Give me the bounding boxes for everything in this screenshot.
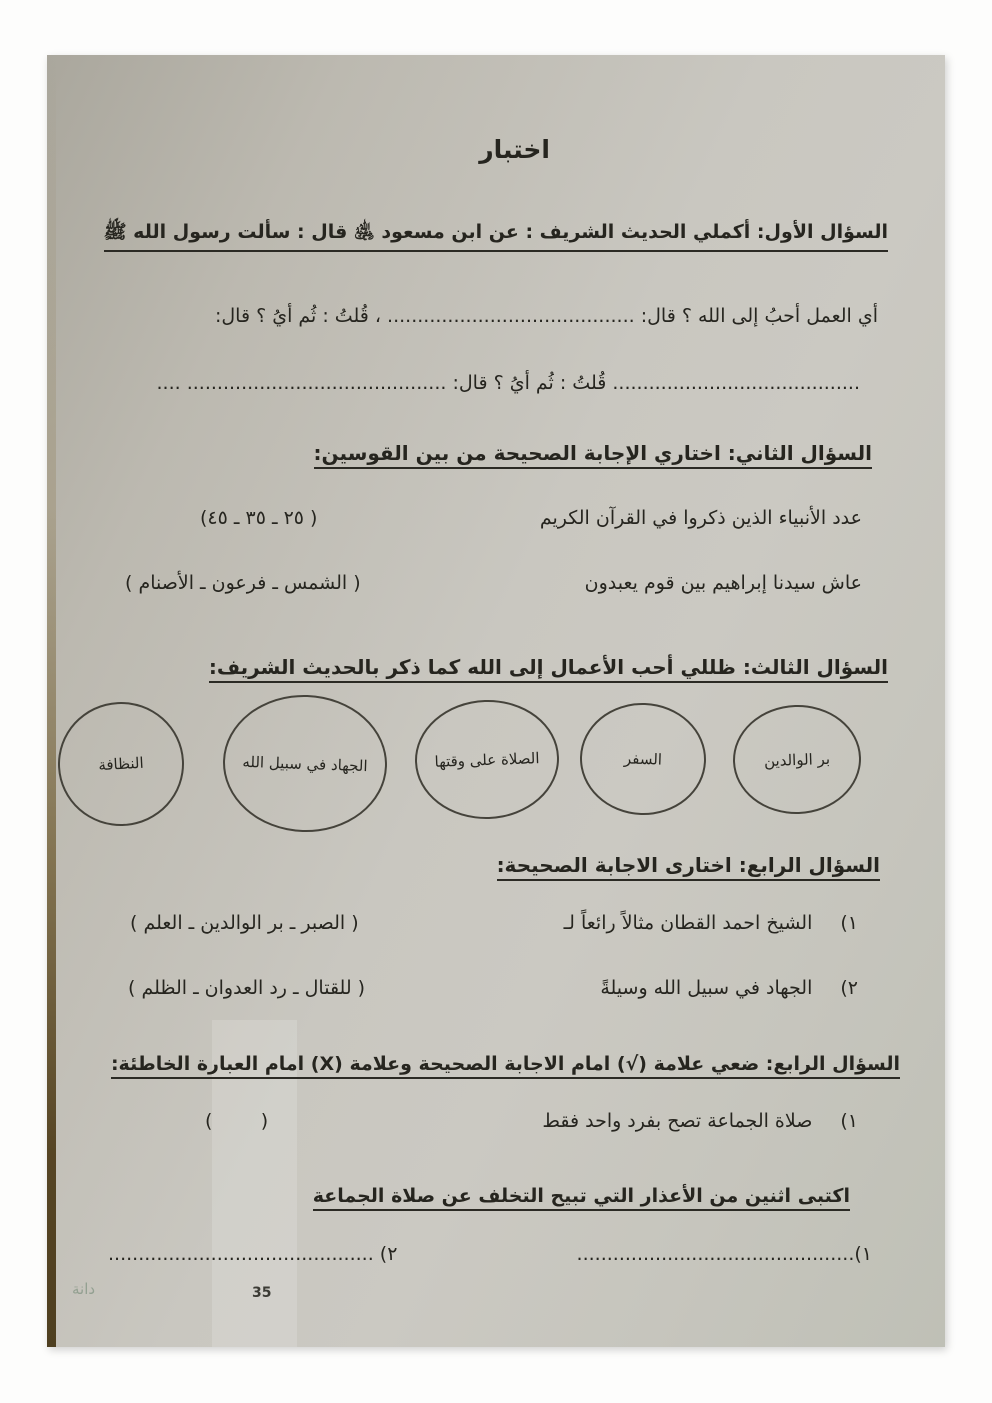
q4-item-1 <box>564 912 858 934</box>
q3-option-label: بر الوالدين <box>763 749 831 770</box>
q3-header: السؤال الثالث: ظللي أحب الأعمال إلى الله كما ذكر بالحديث الشريف: <box>209 655 888 683</box>
paper-edge-shadow <box>47 55 56 1347</box>
q1-header: السؤال الأول: أكملي الحديث الشريف : عن ابن مسعود ﵁ قال : سألت رسول الله ﷺ <box>104 220 888 252</box>
q3-option-circle-parents <box>731 703 863 816</box>
q1-fill-line-1: أي العمل أحبُ إلى الله ؟ قال: ......................................... ، قُلتُ : ثُم أيُ ؟ قال: <box>214 305 878 327</box>
q3-option-circle-cleanliness <box>55 699 187 829</box>
q3-option-label: النظافة <box>97 753 145 775</box>
q3-option-circle-jihad <box>221 692 390 835</box>
q5-item-1-answer-blank: ( ) <box>205 1110 269 1132</box>
q3-option-circle-travel <box>578 701 708 817</box>
q1-fill-line-2: ......................................... قُلتُ : ثُم أيُ ؟ قال: ........................................... .... <box>156 372 860 394</box>
q4-item-1-options: ( الصبر ـ بر الوالدين ـ العلم ) <box>130 912 359 934</box>
q5-item-1-number: ١) <box>840 1110 858 1132</box>
exam-paper <box>47 55 945 1347</box>
q3-option-label: الصلاة على وقتها <box>434 748 540 771</box>
q4-item-2 <box>600 977 858 999</box>
q6-blank-1: ١).............................................. <box>576 1243 872 1265</box>
q4-item-1-question: الشيخ احمد القطان مثالاً رائعاً لـ <box>563 912 813 934</box>
q2-header: السؤال الثاني: اختاري الإجابة الصحيحة من بين القوسين: <box>314 441 872 469</box>
watermark: دانة <box>72 1280 96 1298</box>
q3-option-label: الجهاد في سبيل الله <box>242 752 368 775</box>
q5-header: السؤال الرابع: ضعي علامة (√) امام الاجابة الصحيحة وعلامة (X) امام العبارة الخاطئة: <box>111 1053 900 1079</box>
q3-option-label: السفر <box>623 749 663 769</box>
q4-header: السؤال الرابع: اختارى الاجابة الصحيحة: <box>497 853 880 881</box>
q4-item-2-question: الجهاد في سبيل الله وسيلةً <box>600 977 813 999</box>
q5-item-1 <box>542 1110 858 1132</box>
q2-item-1-options: ( ٢٥ ـ ٣٥ ـ ٤٥) <box>200 507 318 529</box>
q2-item-1-question: عدد الأنبياء الذين ذكروا في القرآن الكريم <box>539 507 862 529</box>
q4-item-2-number: ٢) <box>840 977 858 999</box>
q4-item-1-number: ١) <box>840 912 858 934</box>
q2-item-2-options: ( الشمس ـ فرعون ـ الأصنام ) <box>125 572 361 594</box>
q6-blank-2: ٢) ............................................ <box>108 1243 398 1265</box>
q6-header: اكتبى اثنين من الأعذار التي تبيح التخلف عن صلاة الجماعة <box>313 1185 850 1211</box>
q2-item-2-question: عاش سيدنا إبراهيم بين قوم يعبدون <box>584 572 862 594</box>
page-title: اختبار <box>479 135 550 164</box>
q4-item-2-options: ( للقتال ـ رد العدوان ـ الظلم ) <box>128 977 366 999</box>
page-number: 35 <box>252 1285 272 1301</box>
q3-option-circle-prayer-on-time <box>413 698 561 822</box>
q5-item-1-question: صلاة الجماعة تصح بفرد واحد فقط <box>542 1110 813 1132</box>
